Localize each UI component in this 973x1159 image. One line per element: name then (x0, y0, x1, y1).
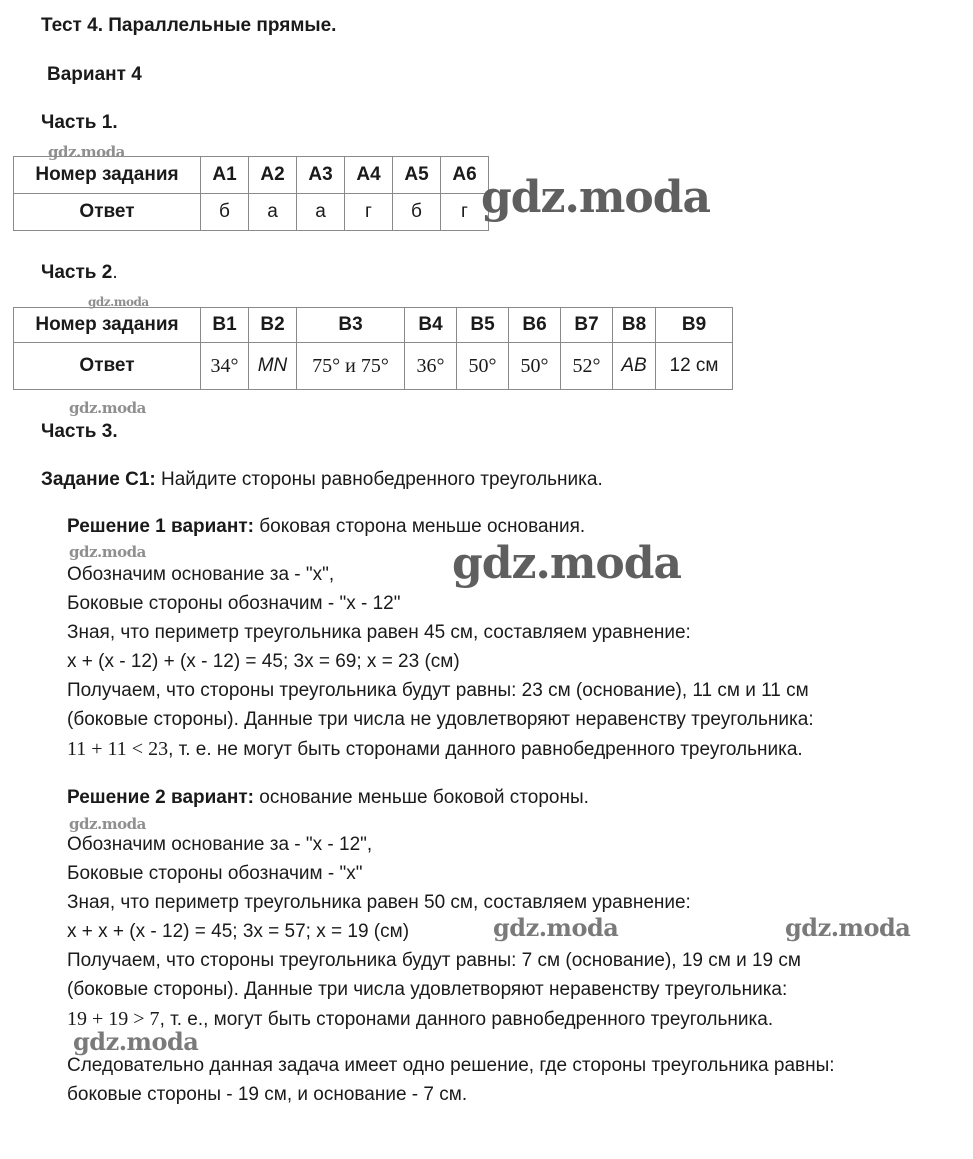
solution1-line: Получаем, что стороны треугольника будут равны: 23 см (основание), 11 см и 11 см (67, 680, 809, 701)
part2-heading-text: Часть 2 (41, 262, 113, 283)
answer-cell: 12 см (656, 343, 733, 390)
answer-cell: 75° и 75° (297, 343, 405, 390)
watermark: gdz.moda (48, 143, 125, 161)
task-cell: B1 (201, 308, 249, 343)
solution2-inequality-text: , т. е., могут быть сторонами данного равнобедренного треугольника. (159, 1009, 774, 1030)
table-row (14, 308, 733, 343)
part1-heading: Часть 1. (41, 112, 118, 133)
variant-label: Вариант 4 (47, 64, 142, 85)
solution2-line: x + x + (x - 12) = 45; 3x = 57; x = 19 (см) (67, 921, 410, 942)
answer-cell: 36° (405, 343, 457, 390)
solution1-inequality-line (67, 738, 803, 761)
answer-cell: AB (613, 343, 656, 390)
solution1-heading (67, 516, 585, 538)
answer-cell: г (345, 194, 393, 231)
task-cell: A2 (249, 157, 297, 194)
answer-cell: а (249, 194, 297, 231)
watermark: gdz.moda (88, 295, 149, 309)
solution1-label: Решение 1 вариант: (67, 516, 254, 537)
conclusion-line: Следовательно данная задача имеет одно решение, где стороны треугольника равны: (67, 1055, 835, 1076)
part2-answer-table (13, 307, 733, 390)
answer-cell: 50° (457, 343, 509, 390)
task-cell: B8 (613, 308, 656, 343)
row-header-cell: Номер задания (14, 308, 201, 343)
watermark: gdz.moda (493, 913, 619, 942)
answer-cell: г (441, 194, 489, 231)
watermark: gdz.moda (785, 913, 911, 942)
task-cell: B5 (457, 308, 509, 343)
table-row (14, 343, 733, 390)
solution1-line: (боковые стороны). Данные три числа не удовлетворяют неравенству треугольника: (67, 709, 814, 730)
solution2-label: Решение 2 вариант: (67, 787, 254, 808)
part1-answer-table (13, 156, 489, 231)
task-cell: A6 (441, 157, 489, 194)
watermark: gdz.moda (481, 172, 711, 223)
answer-cell: 34° (201, 343, 249, 390)
watermark: gdz.moda (452, 538, 682, 589)
part3-heading: Часть 3. (41, 421, 118, 442)
conclusion-line: боковые стороны - 19 см, и основание - 7 см. (67, 1084, 468, 1105)
part2-heading (41, 262, 118, 284)
answer-cell: б (201, 194, 249, 231)
solution2-line: (боковые стороны). Данные три числа удовлетворяют неравенству треугольника: (67, 979, 788, 1000)
answer-cell: 50° (509, 343, 561, 390)
watermark: gdz.moda (69, 815, 146, 833)
task-cell: A5 (393, 157, 441, 194)
task-cell: A3 (297, 157, 345, 194)
solution2-inequality: 19 + 19 > 7 (67, 1008, 160, 1030)
task-cell: B7 (561, 308, 613, 343)
task-cell: B9 (656, 308, 733, 343)
watermark: gdz.moda (69, 543, 146, 561)
solution2-heading (67, 787, 589, 809)
solution1-line: Боковые стороны обозначим - "x - 12" (67, 593, 401, 614)
task-c1-label: Задание С1: (41, 469, 156, 490)
task-cell: B3 (297, 308, 405, 343)
solution1-label-text: боковая сторона меньше основания. (253, 516, 586, 537)
solution2-line: Обозначим основание за - "x - 12", (67, 834, 373, 855)
solution1-line: x + (x - 12) + (x - 12) = 45; 3x = 69; x = 23 (см) (67, 651, 460, 672)
answer-cell: MN (249, 343, 297, 390)
solution1-inequality: 11 + 11 < 23 (67, 738, 169, 760)
watermark: gdz.moda (69, 399, 146, 417)
row-answer-cell: Ответ (14, 194, 201, 231)
solution2-label-text: основание меньше боковой стороны. (253, 787, 589, 808)
page-title: Тест 4. Параллельные прямые. (41, 15, 337, 36)
task-cell: B6 (509, 308, 561, 343)
table-row (14, 157, 489, 194)
row-answer-cell: Ответ (14, 343, 201, 390)
solution2-line: Получаем, что стороны треугольника будут равны: 7 см (основание), 19 см и 19 см (67, 950, 801, 971)
watermark: gdz.moda (73, 1027, 199, 1056)
solution1-line: Обозначим основание за - "x", (67, 564, 335, 585)
task-cell: B2 (249, 308, 297, 343)
task-cell: A4 (345, 157, 393, 194)
answer-cell: 52° (561, 343, 613, 390)
task-c1 (41, 469, 603, 491)
solution1-inequality-text: , т. е. не могут быть сторонами данного равнобедренного треугольника. (168, 739, 803, 760)
table-row (14, 194, 489, 231)
answer-cell: б (393, 194, 441, 231)
solution2-line: Боковые стороны обозначим - "x" (67, 863, 363, 884)
task-cell: A1 (201, 157, 249, 194)
part2-heading-dot: . (112, 262, 118, 283)
solution2-line: Зная, что периметр треугольника равен 50 см, составляем уравнение: (67, 892, 691, 913)
solution1-line: Зная, что периметр треугольника равен 45 см, составляем уравнение: (67, 622, 691, 643)
task-c1-text: Найдите стороны равнобедренного треугольника. (155, 469, 603, 490)
answer-cell: а (297, 194, 345, 231)
row-header-cell: Номер задания (14, 157, 201, 194)
task-cell: B4 (405, 308, 457, 343)
